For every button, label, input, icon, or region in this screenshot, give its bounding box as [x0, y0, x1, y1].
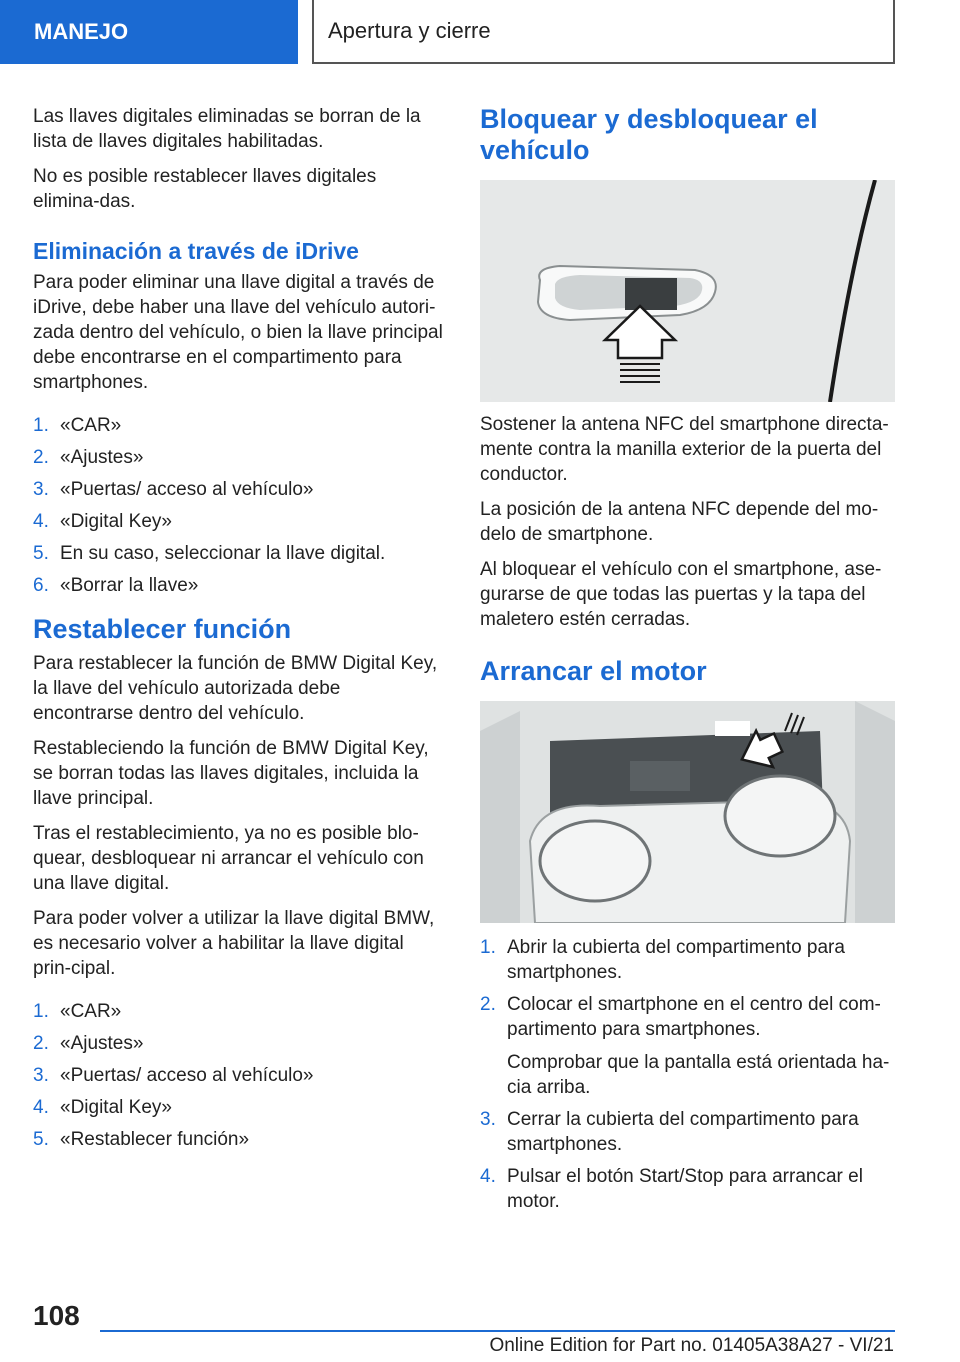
steps-list-reset: [33, 999, 445, 1152]
section-label: Apertura y cierre: [328, 18, 491, 43]
list-text: «Puertas/ acceso al vehículo»: [60, 1065, 314, 1086]
list-number: 3.: [33, 479, 49, 500]
paragraph: Para poder volver a utilizar la llave digital BMW, es necesario volver a habilitar la llave digital prin-cipal.: [33, 908, 435, 979]
list-number: 5.: [33, 1129, 49, 1150]
list-number: 1.: [33, 415, 49, 436]
list-number: 6.: [33, 575, 49, 596]
paragraph: La posición de la antena NFC depende del mo-delo de smartphone.: [480, 499, 879, 545]
list-item: [33, 413, 445, 438]
chapter-label: MANEJO: [34, 19, 129, 44]
left-column: [33, 104, 445, 1159]
door-handle-drawing: [480, 180, 895, 402]
right-column: [480, 104, 895, 1221]
list-body: [507, 992, 895, 1100]
paragraph: Al bloquear el vehículo con el smartphone, ase-gurarse de que todas las puertas y la tapa del maletero estén cerradas.: [480, 559, 882, 630]
list-subtext: Comprobar que la pantalla está orientada ha-cia arriba.: [507, 1052, 890, 1098]
paragraph: Para restablecer la función de BMW Digital Key, la llave del vehículo autorizada debe encontrarse dentro del vehículo.: [33, 653, 438, 724]
list-number: 5.: [33, 543, 49, 564]
steps-list-delete: [33, 413, 445, 598]
list-item: [33, 999, 445, 1024]
list-number: 1.: [33, 1001, 49, 1022]
section-header: [312, 0, 895, 64]
list-item: [33, 1095, 445, 1120]
list-text: «Ajustes»: [60, 1033, 144, 1054]
steps-list-engine: [480, 935, 895, 1214]
list-item: [33, 1063, 445, 1088]
list-item: [480, 1164, 895, 1214]
paragraph: Sostener la antena NFC del smartphone directa-mente contra la manilla exterior de la puerta del conductor.: [480, 414, 889, 485]
heading-engine: Arrancar el motor: [480, 656, 707, 686]
chapter-tab: [0, 0, 298, 64]
paragraph: Las llaves digitales eliminadas se borran de la lista de llaves digitales habilitadas.: [33, 106, 421, 152]
edition-note: Online Edition for Part no. 01405A38A27 - VI/21: [489, 1335, 894, 1356]
list-item: [480, 1107, 895, 1157]
list-item: [480, 935, 895, 985]
list-text: «Ajustes»: [60, 447, 144, 468]
list-text: «Digital Key»: [60, 1097, 172, 1118]
heading-lock: Bloquear y desbloquear el vehículo: [480, 104, 818, 165]
list-number: 4.: [480, 1166, 496, 1187]
footer-divider: [100, 1330, 895, 1332]
list-text: Abrir la cubierta del compartimento para smartphones.: [507, 937, 845, 983]
list-item: [33, 477, 445, 502]
paragraph: Tras el restablecimiento, ya no es posible blo-quear, desbloquear ni arrancar el vehículo con una llave digital.: [33, 823, 424, 894]
smartphone-tray-drawing: [480, 701, 895, 923]
list-text: Colocar el smartphone en el centro del com-partimento para smartphones.: [507, 994, 881, 1040]
smartphone-tray-illustration: [480, 701, 895, 923]
list-item: [33, 509, 445, 534]
page-number: 108: [33, 1300, 80, 1331]
paragraph: No es posible restablecer llaves digitales elimina-das.: [33, 166, 377, 212]
list-text: «Puertas/ acceso al vehículo»: [60, 479, 314, 500]
door-handle-illustration: [480, 180, 895, 402]
list-number: 3.: [33, 1065, 49, 1086]
list-text: «CAR»: [60, 1001, 122, 1022]
list-text: «CAR»: [60, 415, 122, 436]
list-text: «Borrar la llave»: [60, 575, 199, 596]
list-item: [33, 1031, 445, 1056]
list-item: [33, 573, 445, 598]
list-number: 2.: [33, 447, 49, 468]
heading-reset: Restablecer función: [33, 614, 292, 644]
list-number: 4.: [33, 1097, 49, 1118]
list-text: «Restablecer función»: [60, 1129, 250, 1150]
list-text: Pulsar el botón Start/Stop para arrancar el motor.: [507, 1166, 863, 1212]
list-item: [33, 541, 445, 566]
paragraph: Restableciendo la función de BMW Digital Key, se borran todas las llaves digitales, incluida la llave principal.: [33, 738, 429, 809]
list-number: 4.: [33, 511, 49, 532]
list-text: En su caso, seleccionar la llave digital.: [60, 543, 386, 564]
list-number: 3.: [480, 1109, 496, 1130]
list-item: [480, 992, 895, 1100]
list-number: 1.: [480, 937, 496, 958]
list-item: [33, 1127, 445, 1152]
list-number: 2.: [33, 1033, 49, 1054]
list-text: «Digital Key»: [60, 511, 172, 532]
list-text: Cerrar la cubierta del compartimento para smartphones.: [507, 1109, 859, 1155]
heading-idrive: Eliminación a través de iDrive: [33, 238, 359, 264]
list-item: [33, 445, 445, 470]
paragraph: Para poder eliminar una llave digital a través de iDrive, debe haber una llave del vehículo autori-zada dentro del vehículo, o bien la llave principal debe encontrarse en el compartimento para smartphones.: [33, 272, 443, 393]
list-number: 2.: [480, 994, 496, 1015]
